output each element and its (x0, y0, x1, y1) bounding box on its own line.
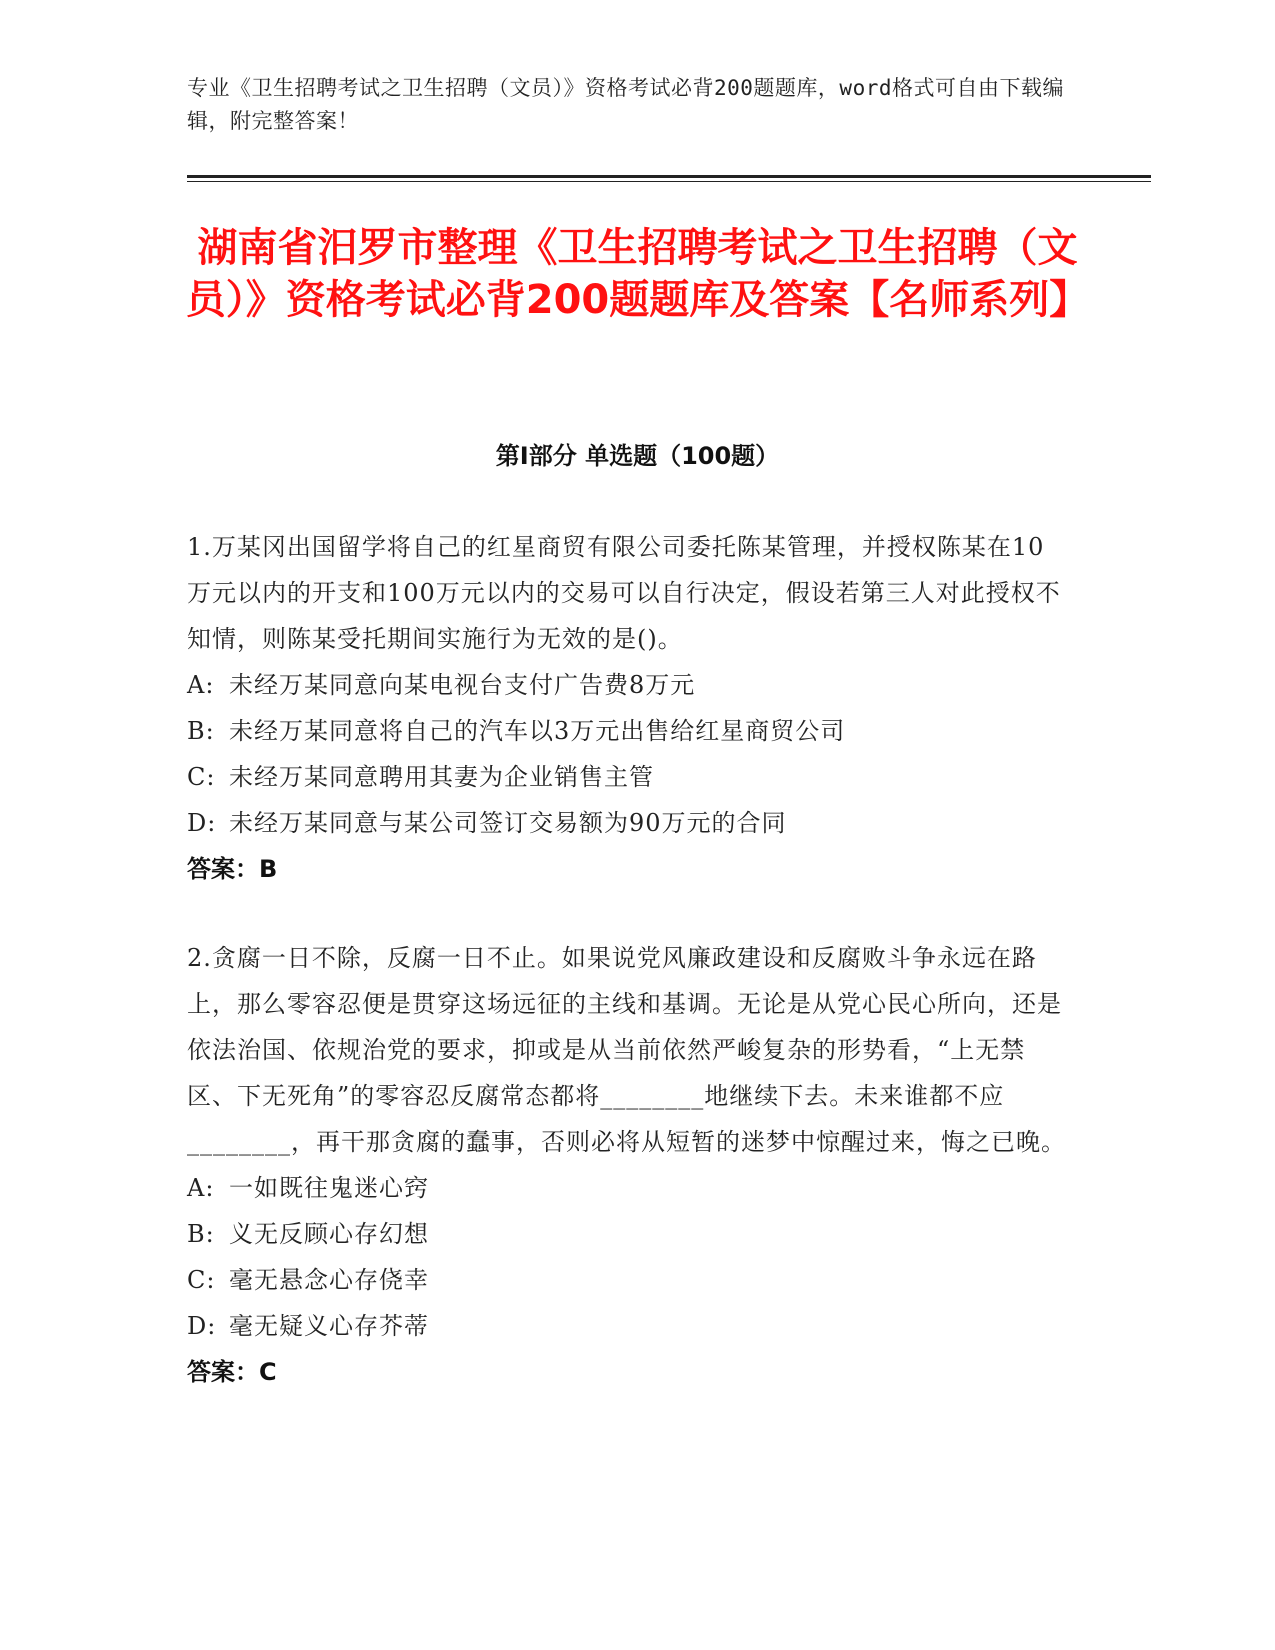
option-a (187, 662, 1067, 708)
option-d (187, 800, 1067, 846)
option-b (187, 708, 1067, 754)
answer: 答案：C (187, 1358, 277, 1386)
header-divider-thick (187, 175, 1151, 178)
option-letter: A: (187, 671, 215, 699)
option-letter: D: (187, 809, 217, 837)
option-text: 毫无疑义心存芥蒂 (229, 1312, 429, 1340)
section-title: 第Ⅰ部分 单选题（100题） (495, 442, 780, 470)
option-text: 毫无悬念心存侥幸 (229, 1266, 429, 1294)
header-note: 专业《卫生招聘考试之卫生招聘（文员）》资格考试必背200题题库，word格式可自由下载编辑，附完整答案！ (187, 76, 1064, 133)
question-stem: 2.贪腐一日不除，反腐一日不止。如果说党风廉政建设和反腐败斗争永远在路上，那么零容忍便是贯穿这场远征的主线和基调。无论是从党心民心所向，还是依法治国、依规治党的要求，抑或是从当前依然严峻复杂的形势看，“上无禁区、下无死角”的零容忍反腐常态都将________地继续下去。未来谁都不应________，再干那贪腐的蠢事，否则必将从短暂的迷梦中惊醒过来，悔之已晚。 (187, 944, 1066, 1156)
option-c (187, 1257, 1067, 1303)
question-stem: 1.万某冈出国留学将自己的红星商贸有限公司委托陈某管理，并授权陈某在10万元以内的开支和100万元以内的交易可以自行决定，假设若第三人对此授权不知情，则陈某受托期间实施行为无效的是()。 (187, 533, 1061, 653)
option-text: 未经万某同意与某公司签订交易额为90万元的合同 (229, 809, 787, 837)
option-text: 义无反顾心存幻想 (229, 1220, 429, 1248)
answer: 答案：B (187, 855, 278, 883)
option-letter: C: (187, 1266, 216, 1294)
question-2 (187, 935, 1067, 1395)
question-1 (187, 524, 1067, 892)
option-letter: C: (187, 763, 216, 791)
option-letter: B: (187, 1220, 215, 1248)
option-text: 未经万某同意将自己的汽车以3万元出售给红星商贸公司 (229, 717, 846, 745)
option-letter: D: (187, 1312, 217, 1340)
option-a (187, 1165, 1067, 1211)
header-divider-thin (187, 181, 1151, 182)
option-text: 未经万某同意聘用其妻为企业销售主管 (229, 763, 654, 791)
option-text: 未经万某同意向某电视台支付广告费8万元 (229, 671, 696, 699)
option-letter: B: (187, 717, 215, 745)
document-title: 湖南省汨罗市整理《卫生招聘考试之卫生招聘（文员）》资格考试必背200题题库及答案【名师系列】 (185, 225, 1090, 323)
option-b (187, 1211, 1067, 1257)
option-text: 一如既往鬼迷心窍 (229, 1174, 429, 1202)
option-d (187, 1303, 1067, 1349)
option-letter: A: (187, 1174, 215, 1202)
option-c (187, 754, 1067, 800)
